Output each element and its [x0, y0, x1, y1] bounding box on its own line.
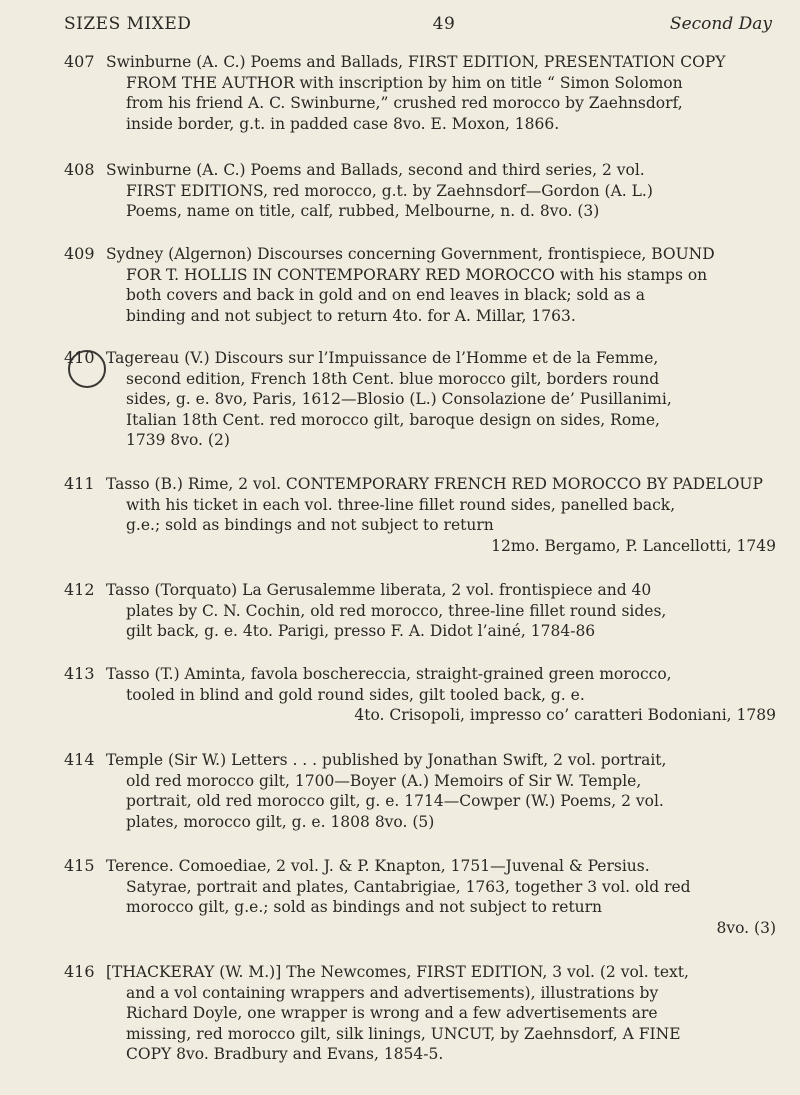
lot-409 — [64, 244, 776, 326]
lot-line: old red morocco gilt, 1700—Boyer (A.) Memoirs of Sir W. Temple, — [126, 771, 642, 790]
lot-number: 415 — [64, 856, 95, 875]
lot-line: Poems, name on title, calf, rubbed, Melbourne, n. d. 8vo. (3) — [126, 202, 600, 220]
lot-line: gilt back, g. e. 4to. Parigi, presso F. A. Didot l’ainé, 1784-86 — [126, 622, 596, 640]
lot-line: Sydney (Algernon) Discourses concerning Government, frontispiece, BOUND — [106, 245, 715, 263]
lot-413 — [64, 664, 776, 726]
lot-line: inside border, g.t. in padded case 8vo. E. Moxon, 1866. — [126, 114, 560, 133]
lot-number: 412 — [64, 580, 95, 599]
header-left: SIZES MIXED — [64, 14, 192, 34]
lot-line: Richard Doyle, one wrapper is wrong and a few advertisements are — [126, 1004, 658, 1022]
lot-line: with his ticket in each vol. three-line fillet round sides, panelled back, — [126, 495, 676, 514]
lot-line: plates by C. N. Cochin, old red morocco, three-line fillet round sides, — [126, 601, 667, 620]
lot-line: Tasso (Torquato) La Gerusalemme liberata, 2 vol. frontispiece and 40 — [106, 581, 652, 599]
lot-line: sides, g. e. 8vo, Paris, 1612—Blosio (L.) Consolazione de’ Pusillanimi, — [126, 390, 672, 408]
lot-number: 411 — [64, 474, 95, 493]
lot-416 — [64, 962, 776, 1065]
lot-line: FIRST EDITIONS, red morocco, g.t. by Zaehnsdorf—Gordon (A. L.) — [126, 181, 653, 200]
lot-line: from his friend A. C. Swinburne,” crushed red morocco by Zaehnsdorf, — [126, 94, 683, 112]
lot-410 — [64, 348, 776, 451]
lot-414 — [64, 750, 776, 832]
lot-number: 410 — [64, 348, 95, 367]
lot-number: 409 — [64, 244, 95, 263]
lot-number: 408 — [64, 160, 95, 179]
lot-line: Tagereau (V.) Discours sur l’Impuissance de l’Homme et de la Femme, — [106, 349, 659, 367]
lot-line: Tasso (B.) Rime, 2 vol. CONTEMPORARY FRENCH RED MOROCCO BY PADELOUP — [106, 475, 763, 493]
lot-408 — [64, 160, 776, 222]
header-right: Second Day — [669, 14, 772, 34]
lot-line: FROM THE AUTHOR with inscription by him on title “ Simon Solomon — [126, 73, 683, 92]
lot-line: [THACKERAY (W. M.)] The Newcomes, FIRST EDITION, 3 vol. (2 vol. text, — [106, 963, 689, 981]
lot-line: plates, morocco gilt, g. e. 1808 8vo. (5) — [126, 812, 435, 831]
lot-line: and a vol containing wrappers and advertisements), illustrations by — [126, 983, 659, 1002]
lot-line: Tasso (T.) Aminta, favola boschereccia, straight-grained green morocco, — [106, 665, 672, 683]
lot-number: 414 — [64, 750, 95, 769]
lot-line: Italian 18th Cent. red morocco gilt, baroque design on sides, Rome, — [126, 410, 660, 429]
lot-412 — [64, 580, 776, 642]
lot-line: 4to. Crisopoli, impresso co’ caratteri Bodoniani, 1789 — [354, 706, 776, 724]
lot-407 — [64, 52, 776, 134]
lot-411 — [64, 474, 776, 556]
lot-line: missing, red morocco gilt, silk linings, UNCUT, by Zaehnsdorf, A FINE — [126, 1024, 681, 1043]
lot-line: 8vo. (3) — [716, 918, 776, 937]
lot-line: FOR T. HOLLIS IN CONTEMPORARY RED MOROCCO with his stamps on — [126, 265, 708, 284]
lot-line: second edition, French 18th Cent. blue morocco gilt, borders round — [126, 369, 660, 388]
lot-line: COPY 8vo. Bradbury and Evans, 1854-5. — [126, 1045, 444, 1063]
page-number: 49 — [432, 14, 456, 34]
lot-line: tooled in blind and gold round sides, gilt tooled back, g. e. — [126, 685, 585, 704]
lot-number: 413 — [64, 664, 95, 683]
lot-number: 407 — [64, 52, 95, 71]
lot-line: Swinburne (A. C.) Poems and Ballads, FIRST EDITION, PRESENTATION COPY — [106, 53, 726, 71]
lot-line: both covers and back in gold and on end leaves in black; sold as a — [126, 286, 645, 304]
lot-415 — [64, 856, 776, 938]
lot-line: g.e.; sold as bindings and not subject to return — [126, 516, 494, 534]
page-header — [64, 14, 772, 38]
lot-line: Terence. Comoediae, 2 vol. J. & P. Knapton, 1751—Juvenal & Persius. — [106, 857, 650, 875]
lot-line: morocco gilt, g.e.; sold as bindings and not subject to return — [126, 898, 603, 916]
lot-line: Satyrae, portrait and plates, Cantabrigiae, 1763, together 3 vol. old red — [126, 877, 691, 896]
lot-line: 1739 8vo. (2) — [126, 431, 230, 449]
lot-line: 12mo. Bergamo, P. Lancellotti, 1749 — [491, 536, 776, 555]
lot-line: binding and not subject to return 4to. for A. Millar, 1763. — [126, 306, 576, 325]
lot-number: 416 — [64, 962, 95, 981]
lot-line: Temple (Sir W.) Letters . . . published by Jonathan Swift, 2 vol. portrait, — [106, 751, 667, 769]
lot-line: portrait, old red morocco gilt, g. e. 1714—Cowper (W.) Poems, 2 vol. — [126, 792, 664, 810]
lot-line: Swinburne (A. C.) Poems and Ballads, second and third series, 2 vol. — [106, 161, 645, 179]
